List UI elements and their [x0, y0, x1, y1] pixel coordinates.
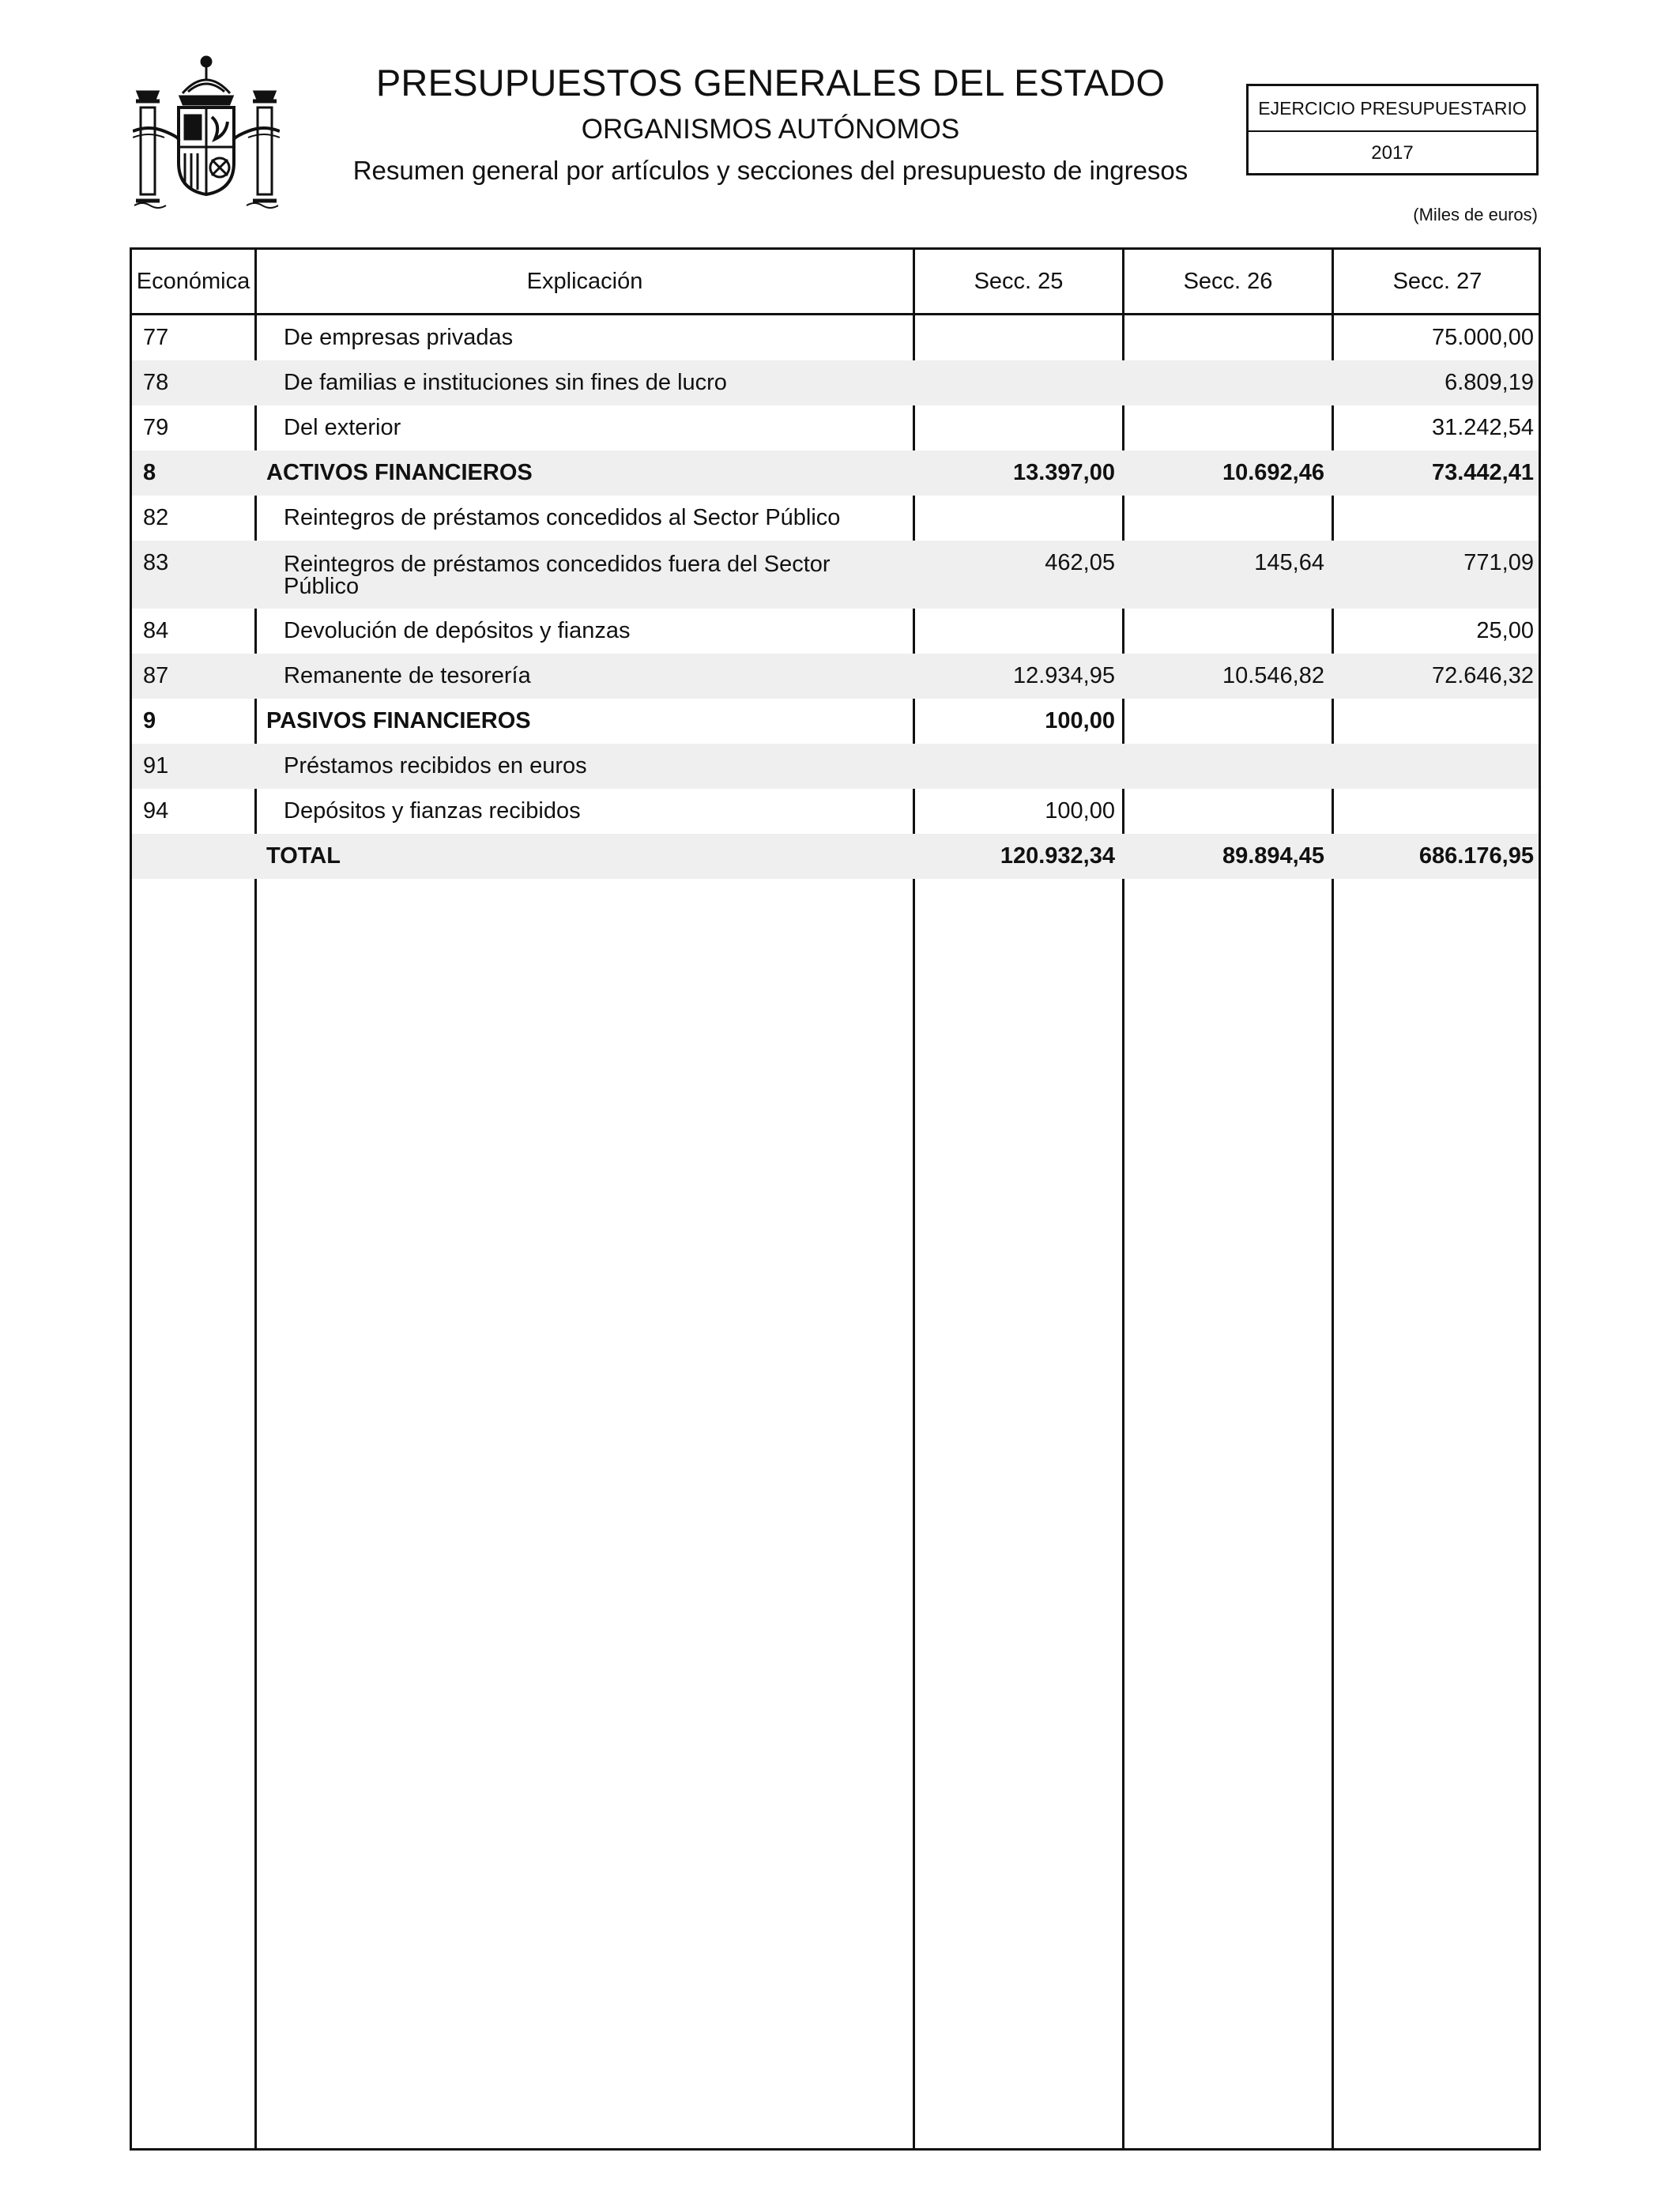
table-row — [132, 609, 1539, 654]
page-description: Resumen general por artículos y secciones del presupuesto de ingresos — [352, 156, 1188, 185]
row-secc-25: 100,00 — [1045, 708, 1115, 733]
row-secc-26: 10.692,46 — [1222, 460, 1324, 485]
row-secc-27: 31.242,54 — [1431, 415, 1534, 440]
header-economica: Económica — [136, 269, 250, 294]
row-secc-27: 75.000,00 — [1431, 325, 1534, 350]
table-row-heading — [132, 699, 1539, 744]
row-code: 91 — [143, 753, 169, 778]
budget-year-label: EJERCICIO PRESUPUESTARIO — [1249, 86, 1536, 132]
row-code: 79 — [143, 415, 169, 440]
coat-of-arms-logo — [133, 52, 280, 209]
table-row — [132, 654, 1539, 699]
table-row — [132, 315, 1539, 360]
row-explanation: Reintegros de préstamos concedidos fuera del Sector Público — [284, 552, 831, 599]
row-secc-25: 12.934,95 — [1012, 663, 1115, 688]
units-note: (Miles de euros) — [1413, 205, 1538, 224]
row-code: 87 — [143, 663, 169, 688]
row-explanation: De empresas privadas — [284, 325, 514, 350]
row-code: 82 — [143, 505, 169, 530]
row-explanation: Remanente de tesorería — [284, 663, 531, 688]
table-row-total — [132, 834, 1539, 879]
row-secc-26: 10.546,82 — [1222, 663, 1324, 688]
row-explanation: TOTAL — [266, 843, 341, 869]
row-code: 77 — [143, 325, 169, 350]
row-explanation: Del exterior — [284, 415, 401, 440]
table-row — [132, 541, 1539, 609]
row-code: 94 — [143, 798, 169, 824]
row-explanation: Devolución de depósitos y fianzas — [284, 618, 631, 643]
table-row — [132, 496, 1539, 541]
row-code: 84 — [143, 618, 169, 643]
row-secc-25: 462,05 — [1045, 550, 1115, 575]
row-secc-27: 72.646,32 — [1431, 663, 1534, 688]
row-explanation: Depósitos y fianzas recibidos — [284, 798, 581, 824]
header-explicacion: Explicación — [526, 269, 643, 294]
row-secc-27: 6.809,19 — [1445, 370, 1534, 395]
row-secc-27: 25,00 — [1476, 618, 1534, 643]
table-row — [132, 405, 1539, 450]
header-secc-26: Secc. 26 — [1183, 269, 1273, 294]
row-secc-27: 686.176,95 — [1418, 843, 1534, 869]
row-code: 9 — [143, 708, 156, 733]
row-secc-26: 89.894,45 — [1222, 843, 1324, 869]
table-row-heading — [132, 450, 1539, 496]
row-secc-25: 13.397,00 — [1012, 460, 1115, 485]
table-row — [132, 360, 1539, 405]
row-secc-27: 771,09 — [1463, 550, 1534, 575]
row-secc-26: 145,64 — [1254, 550, 1324, 575]
row-explanation: ACTIVOS FINANCIEROS — [266, 460, 533, 485]
budget-year-box — [1246, 84, 1539, 175]
page-title: PRESUPUESTOS GENERALES DEL ESTADO — [375, 62, 1166, 104]
row-code: 83 — [143, 550, 169, 575]
row-explanation: Reintegros de préstamos concedidos al Sector Público — [284, 505, 841, 530]
row-secc-27: 73.442,41 — [1431, 460, 1534, 485]
header-titles — [316, 62, 1225, 187]
row-explanation: PASIVOS FINANCIEROS — [266, 708, 531, 733]
row-explanation: Préstamos recibidos en euros — [284, 753, 587, 778]
table-row — [132, 789, 1539, 834]
row-explanation: De familias e instituciones sin fines de lucro — [284, 370, 727, 395]
row-code: 8 — [143, 460, 156, 485]
header-secc-27: Secc. 27 — [1392, 269, 1482, 294]
budget-table — [130, 247, 1541, 2151]
table-header — [132, 250, 1539, 315]
table-row — [132, 744, 1539, 789]
row-code: 78 — [143, 370, 169, 395]
row-secc-25: 120.932,34 — [1000, 843, 1115, 869]
budget-year-value: 2017 — [1371, 142, 1414, 164]
page-subtitle: ORGANISMOS AUTÓNOMOS — [581, 114, 960, 145]
row-secc-25: 100,00 — [1045, 798, 1115, 824]
header-secc-25: Secc. 25 — [974, 269, 1064, 294]
